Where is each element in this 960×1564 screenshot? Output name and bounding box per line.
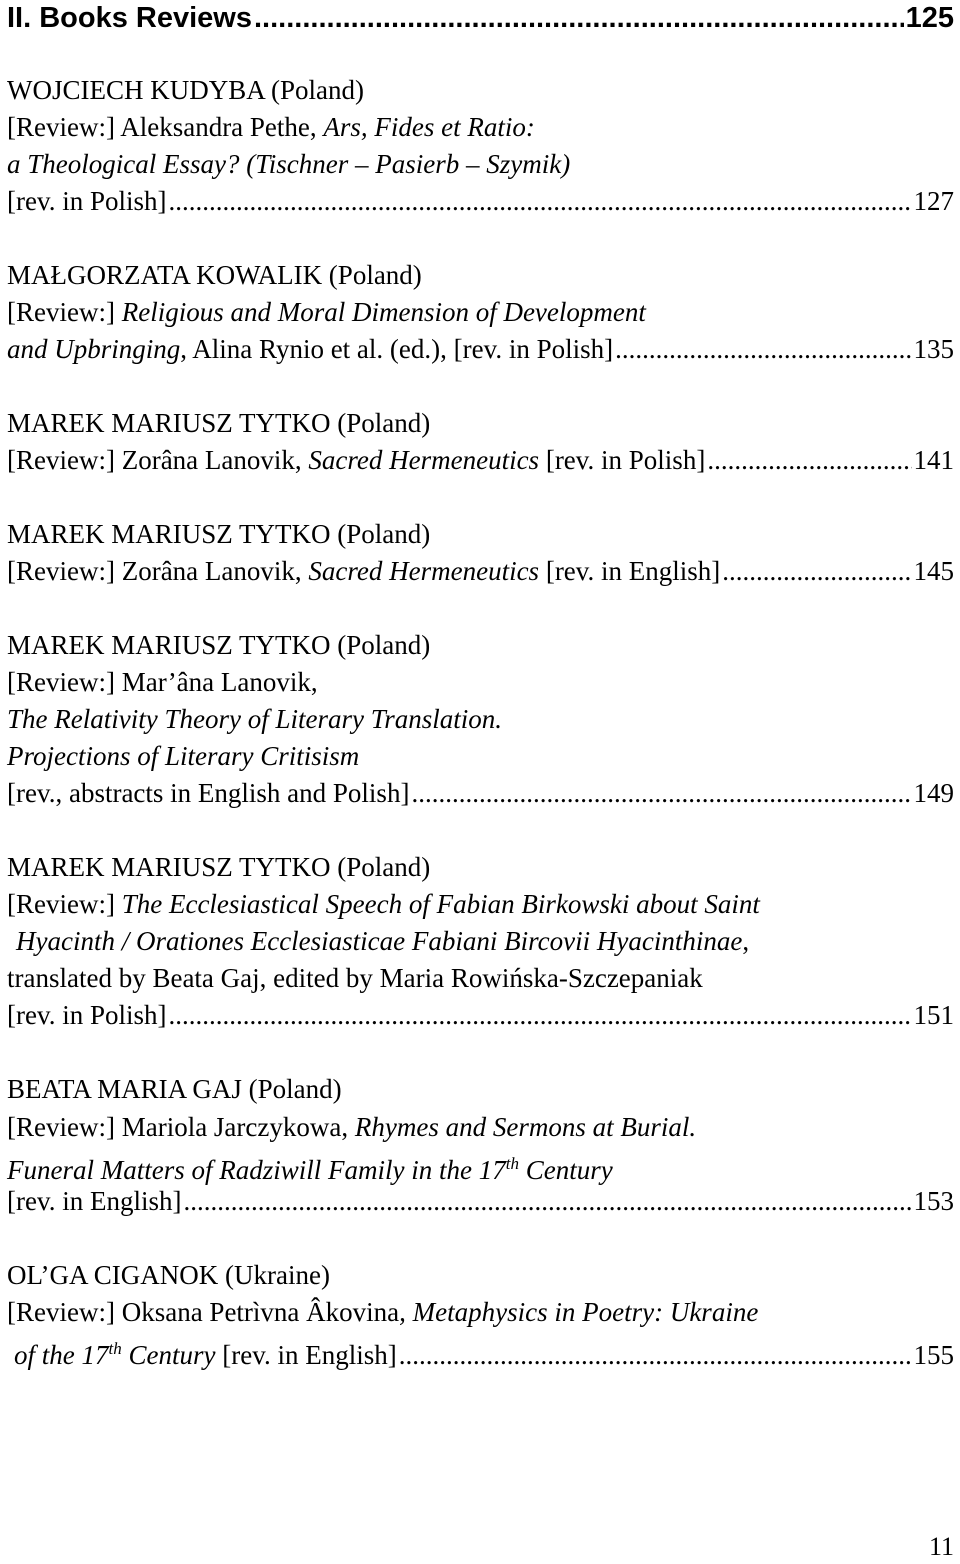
section-title: II. Books Reviews: [7, 2, 252, 34]
entry-line: Funeral Matters of Radziwill Family in the 17th Century: [7, 1154, 613, 1185]
entry-page: 127: [913, 186, 954, 216]
entry-line-leader: of the 17th Century [rev. in English] ..... 155: [14, 1332, 954, 1366]
leader-dots: [183, 1184, 911, 1218]
leader-dots: [168, 184, 911, 218]
entry-page: 135: [913, 334, 954, 364]
entry-author: MAREK MARIUSZ TYTKO (Poland): [7, 408, 431, 438]
entry-line-leader: [rev. in English] ..... 153: [7, 1184, 954, 1218]
leader-dots: [399, 1338, 912, 1372]
entry-author: MAREK MARIUSZ TYTKO (Poland): [7, 852, 431, 882]
leader-dots: [411, 776, 911, 810]
entry-line: a Theological Essay? (Tischner – Pasierb – Szymik): [7, 149, 571, 179]
entry-line: The Relativity Theory of Literary Translation.: [7, 704, 502, 734]
entry-line: Projections of Literary Critisism: [7, 741, 360, 771]
leader-dots: [254, 0, 904, 36]
entry-line-leader: [Review:] Zorâna Lanovik, Sacred Hermeneutics [rev. in Polish] ..... 141: [7, 443, 954, 477]
entry-line: [Review:] The Ecclesiastical Speech of Fabian Birkowski about Saint: [7, 889, 760, 919]
page-number: 11: [928, 1532, 954, 1561]
entry-line: [Review:] Mariola Jarczykowa, Rhymes and Sermons at Burial.: [7, 1112, 697, 1142]
entry-line: [Review:] Aleksandra Pethe, Ars, Fides et Ratio:: [7, 112, 535, 142]
entry-page: 141: [913, 445, 954, 475]
leader-dots: [722, 554, 911, 588]
entry-page: 151: [913, 1000, 954, 1030]
entry-page: 145: [913, 556, 954, 586]
entry-line-leader: [Review:] Zorâna Lanovik, Sacred Hermeneutics [rev. in English] ..... 145: [7, 554, 954, 588]
entry-line: [Review:] Religious and Moral Dimension of Development: [7, 297, 646, 327]
entry-page: 155: [913, 1340, 954, 1370]
entry-line-leader: and Upbringing, Alina Rynio et al. (ed.), [rev. in Polish] ..... 135: [7, 332, 954, 366]
entry-line: [Review:] Oksana Petrìvna Âkovina, Metaphysics in Poetry: Ukraine: [7, 1297, 759, 1327]
entry-line: translated by Beata Gaj, edited by Maria Rowińska-Szczepaniak: [7, 963, 703, 993]
leader-dots: [707, 443, 911, 477]
entry-line-leader: [rev. in Polish] ..... 127: [7, 184, 954, 218]
entry-line: [Review:] Mar’âna Lanovik,: [7, 667, 318, 697]
entry-author: MAREK MARIUSZ TYTKO (Poland): [7, 630, 431, 660]
entry-author: MAŁGORZATA KOWALIK (Poland): [7, 260, 422, 290]
entry-author: WOJCIECH KUDYBA (Poland): [7, 75, 364, 105]
entry-author: OL’GA CIGANOK (Ukraine): [7, 1260, 330, 1290]
leader-dots: [168, 998, 911, 1032]
entry-author: BEATA MARIA GAJ (Poland): [7, 1074, 342, 1104]
entry-page: 153: [913, 1186, 954, 1216]
section-page: 125: [905, 2, 954, 34]
entry-page: 149: [913, 778, 954, 808]
entry-line-leader: [rev. in Polish] ..... 151: [7, 998, 954, 1032]
leader-dots: [615, 332, 911, 366]
section-heading: [7, 0, 954, 36]
entry-line: Hyacinth / Orationes Ecclesiasticae Fabiani Bircovii Hyacinthinae,: [16, 926, 750, 956]
entry-author: MAREK MARIUSZ TYTKO (Poland): [7, 519, 431, 549]
entry-line-leader: [rev., abstracts in English and Polish] ..... 149: [7, 776, 954, 810]
